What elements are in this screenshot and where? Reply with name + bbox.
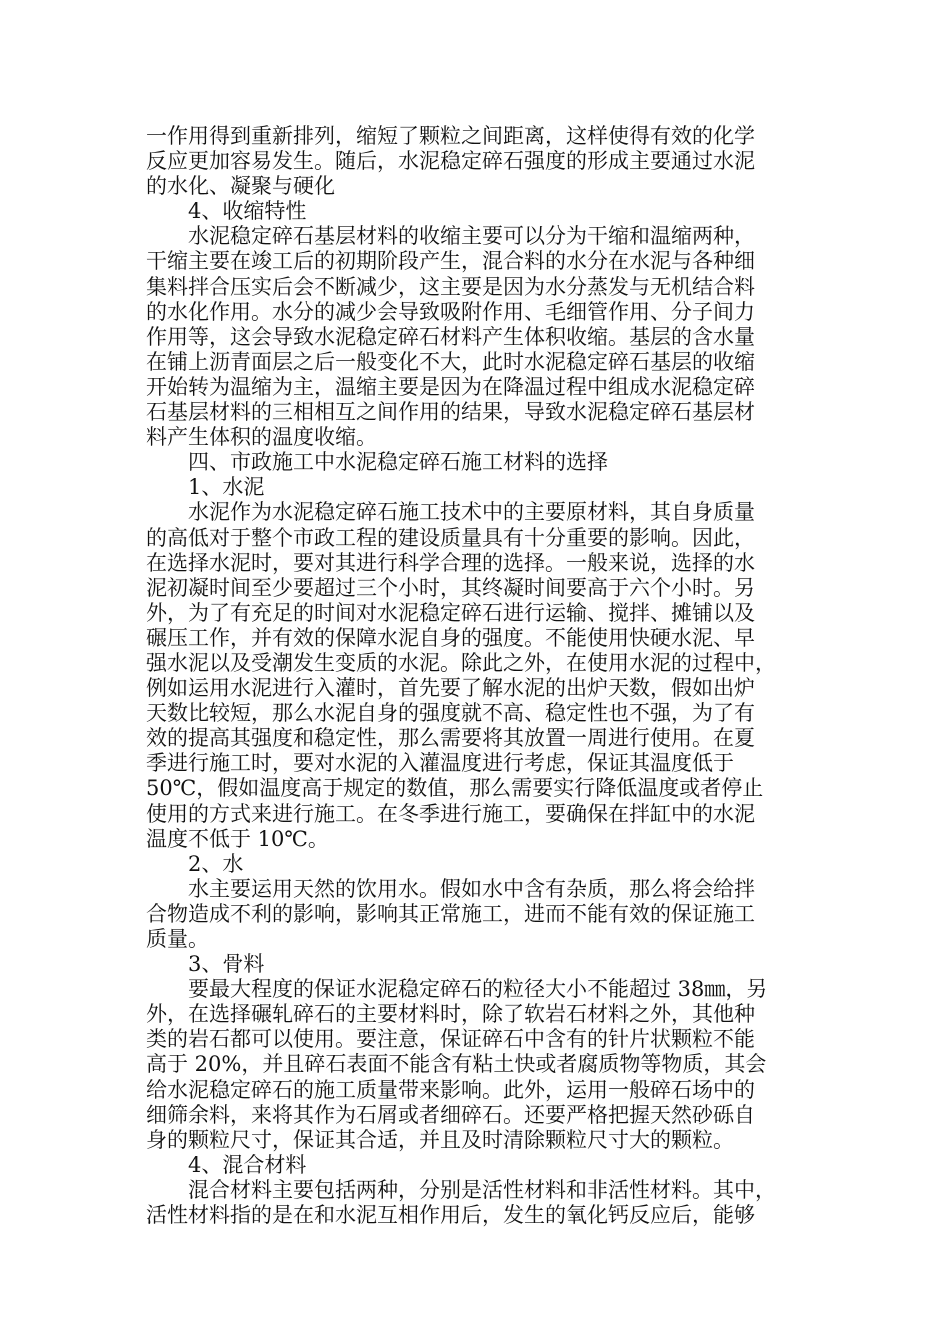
text-line: 活性材料指的是在和水泥互相作用后，发生的氧化钙反应后，能够 (146, 1203, 755, 1228)
text-line: 碾压工作，并有效的保障水泥自身的强度。不能使用快硬水泥、早 (146, 625, 755, 650)
text-line: 干缩主要在竣工后的初期阶段产生，混合料的水分在水泥与各种细 (146, 249, 755, 274)
text-line: 在铺上沥青面层之后一般变化不大，此时水泥稳定碎石基层的收缩 (146, 349, 755, 374)
text-line: 质量。 (146, 927, 209, 951)
text-line: 在选择水泥时，要对其进行科学合理的选择。一般来说，选择的水 (146, 550, 755, 575)
text-line: 外，为了有充足的时间对水泥稳定碎石进行运输、搅拌、摊铺以及 (146, 600, 755, 625)
text-line: 水主要运用天然的饮用水。假如水中含有杂质，那么将会给拌 (188, 876, 755, 901)
text-line: 水泥稳定碎石基层材料的收缩主要可以分为干缩和温缩两种， (188, 224, 755, 249)
text-line: 4、收缩特性 (188, 199, 307, 224)
text-line: 反应更加容易发生。随后，水泥稳定碎石强度的形成主要通过水泥 (146, 149, 755, 174)
text-line: 身的颗粒尺寸，保证其合适，并且及时清除颗粒尺寸大的颗粒。 (146, 1127, 734, 1152)
text-line: 的高低对于整个市政工程的建设质量具有十分重要的影响。因此， (146, 525, 755, 550)
document-body (146, 124, 804, 1228)
text-line: 效的提高其强度和稳定性，那么需要将其放置一周进行使用。在夏 (146, 726, 755, 751)
text-line: 天数比较短，那么水泥自身的强度就不高、稳定性也不强，为了有 (146, 701, 755, 726)
text-line: 料产生体积的温度收缩。 (146, 425, 377, 450)
text-line: 集料拌合压实后会不断减少，这主要是因为水分蒸发与无机结合料 (146, 274, 755, 299)
text-line: 四、市政施工中水泥稳定碎石施工材料的选择 (188, 450, 608, 475)
text-line: 要最大程度的保证水泥稳定碎石的粒径大小不能超过 38㎜，另 (188, 977, 768, 1002)
text-line: 开始转为温缩为主，温缩主要是因为在降温过程中组成水泥稳定碎 (146, 374, 755, 399)
text-line: 1、水泥 (188, 475, 265, 500)
text-line: 作用等，这会导致水泥稳定碎石材料产生体积收缩。基层的含水量 (146, 324, 755, 349)
text-line: 合物造成不利的影响，影响其正常施工，进而不能有效的保证施工 (146, 901, 755, 926)
text-line: 3、骨料 (188, 952, 265, 977)
text-line: 温度不低于 10℃。 (146, 826, 329, 851)
text-line: 季进行施工时，要对水泥的入灌温度进行考虑，保证其温度低于 (146, 751, 734, 776)
text-line: 的水化、凝聚与硬化 (146, 174, 335, 199)
text-line: 给水泥稳定碎石的施工质量带来影响。此外，运用一般碎石场中的 (146, 1077, 755, 1102)
text-line: 外，在选择碾轧碎石的主要材料时，除了软岩石材料之外，其他种 (146, 1002, 755, 1027)
text-line: 一作用得到重新排列，缩短了颗粒之间距离，这样使得有效的化学 (146, 124, 755, 148)
text-line: 例如运用水泥进行入灌时，首先要了解水泥的出炉天数，假如出炉 (146, 676, 755, 701)
text-line: 高于 20%，并且碎石表面不能含有粘土快或者腐质物等物质，其会 (146, 1052, 767, 1077)
text-line: 强水泥以及受潮发生变质的水泥。除此之外，在使用水泥的过程中， (146, 650, 776, 675)
text-line: 50℃，假如温度高于规定的数值，那么需要实行降低温度或者停止 (146, 776, 764, 801)
text-line: 石基层材料的三相相互之间作用的结果，导致水泥稳定碎石基层材 (146, 400, 755, 425)
text-line: 细筛余料，来将其作为石屑或者细碎石。还要严格把握天然砂砾自 (146, 1102, 755, 1127)
text-line: 类的岩石都可以使用。要注意，保证碎石中含有的针片状颗粒不能 (146, 1027, 755, 1052)
text-line: 泥初凝时间至少要超过三个小时，其终凝时间要高于六个小时。另 (146, 575, 755, 600)
text-line: 使用的方式来进行施工。在冬季进行施工，要确保在拌缸中的水泥 (146, 801, 755, 826)
text-line: 混合材料主要包括两种，分别是活性材料和非活性材料。其中， (188, 1177, 776, 1202)
text-line: 的水化作用。水分的减少会导致吸附作用、毛细管作用、分子间力 (146, 299, 755, 324)
text-line: 水泥作为水泥稳定碎石施工技术中的主要原材料，其自身质量 (188, 500, 755, 525)
text-line: 2、水 (188, 851, 244, 876)
text-line: 4、混合材料 (188, 1152, 307, 1177)
